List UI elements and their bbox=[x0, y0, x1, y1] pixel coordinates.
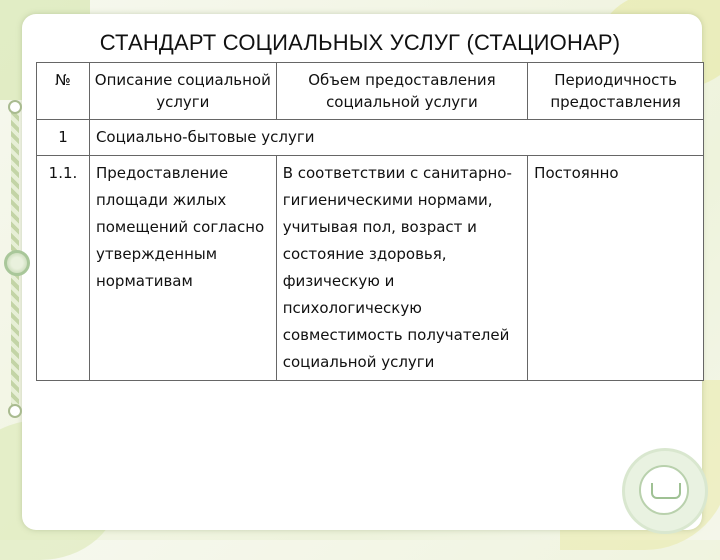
section-row bbox=[37, 120, 704, 156]
services-standard-table bbox=[36, 62, 704, 381]
emblem-inner bbox=[639, 465, 689, 515]
decor-knot bbox=[4, 250, 30, 276]
slide-title: СТАНДАРТ СОЦИАЛЬНЫХ УСЛУГ (СТАЦИОНАР) bbox=[99, 30, 621, 55]
header-description: Описание социальной услуги bbox=[89, 63, 276, 120]
row-number: 1.1. bbox=[37, 156, 90, 381]
header-periodicity: Периодичность предоставления bbox=[528, 63, 704, 120]
row-description: Предоставление площади жилых помещений согласно утвержденным нормативам bbox=[89, 156, 276, 381]
table-header-row bbox=[37, 63, 704, 120]
header-volume: Объем предоставления социальной услуги bbox=[276, 63, 527, 120]
table-row bbox=[37, 156, 704, 381]
section-number: 1 bbox=[37, 120, 90, 156]
open-book-icon bbox=[651, 483, 681, 499]
header-number: № bbox=[37, 63, 90, 120]
decor-ring bbox=[8, 100, 22, 114]
section-title: Социально-бытовые услуги bbox=[89, 120, 703, 156]
row-periodicity: Постоянно bbox=[528, 156, 704, 381]
row-volume: В соответствии с санитарно-гигиеническими нормами, учитывая пол, возраст и состояние здоровья, физическую и психологическую совместимость получателей социальной услуги bbox=[276, 156, 527, 381]
decor-ring bbox=[8, 404, 22, 418]
book-emblem-icon bbox=[622, 448, 708, 534]
